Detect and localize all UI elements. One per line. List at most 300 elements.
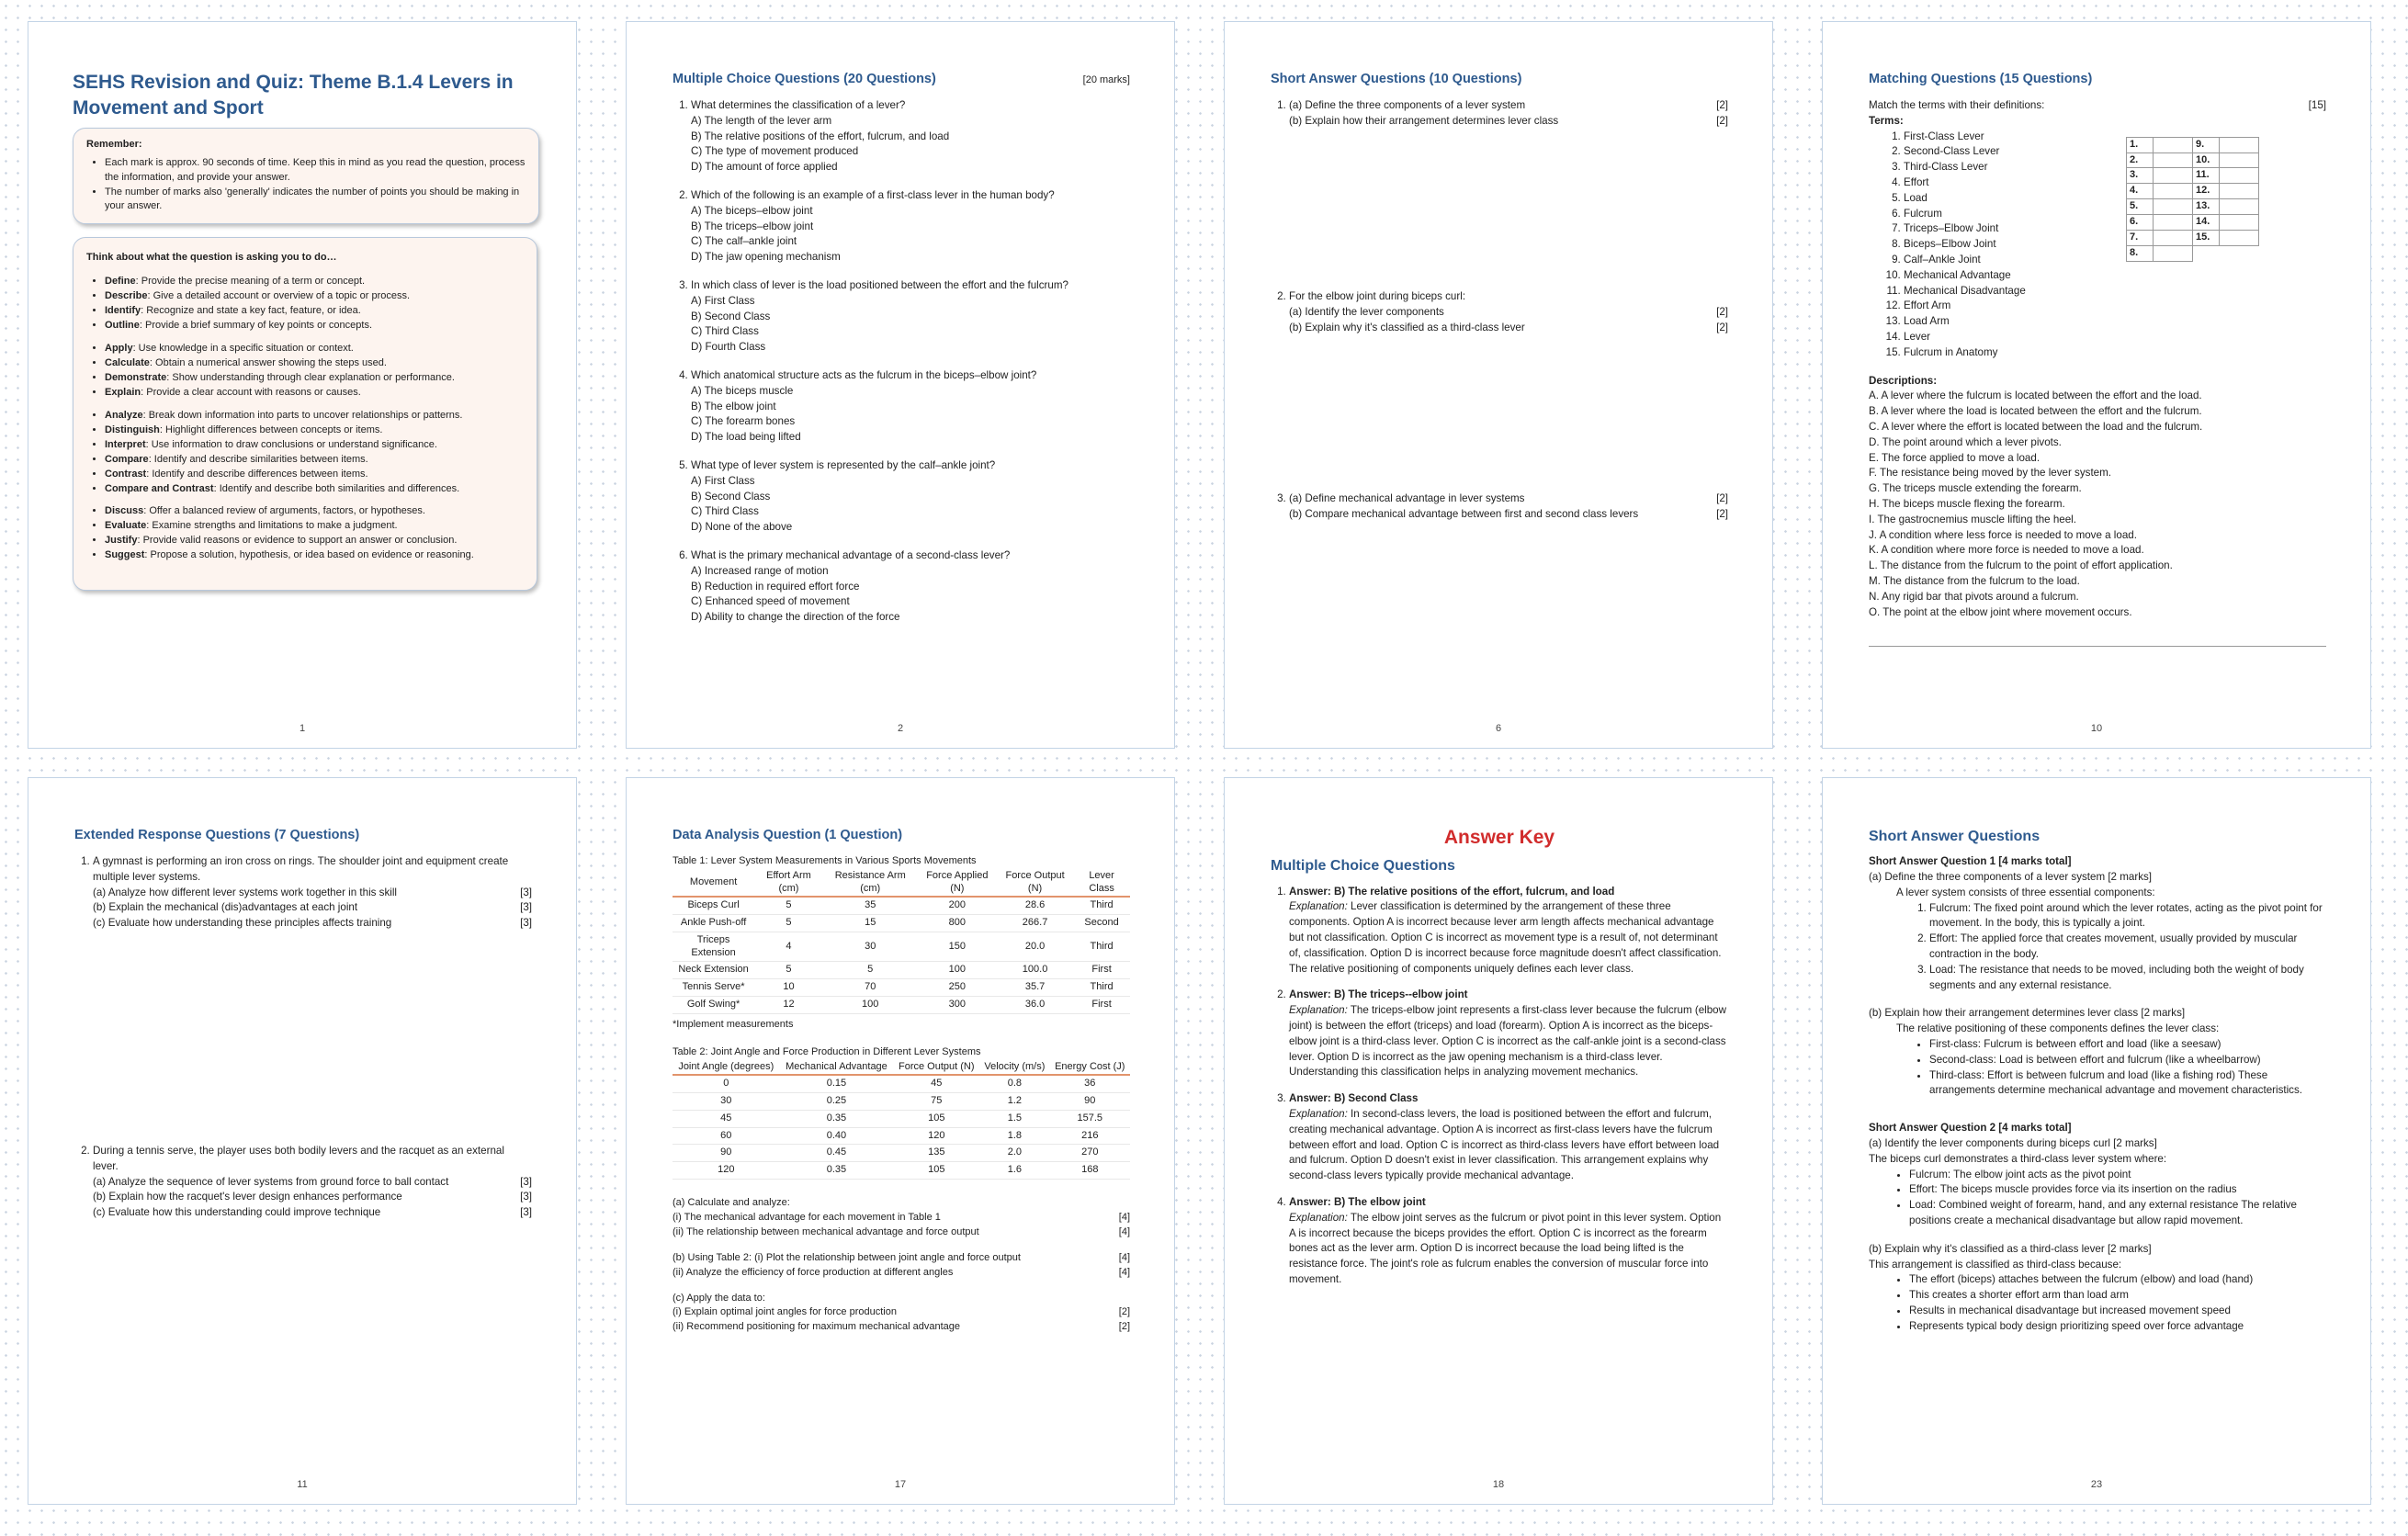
- mcq-option: B) Second Class: [691, 490, 771, 503]
- extended-stem: 1. A gymnast is performing an iron cross on rings. The shoulder joint and equipment create multiple lever systems.: [93, 855, 509, 883]
- grid-number: 7.: [2127, 231, 2154, 246]
- table2-cell: 45: [893, 1075, 979, 1092]
- table2-header: Joint Angle (degrees): [673, 1060, 780, 1076]
- command-term: Evaluate: [105, 520, 147, 532]
- q2a-text: (a) Identify the lever components: [1289, 305, 1444, 318]
- explanation-label: Explanation:: [1289, 1004, 1348, 1017]
- page-18: [1224, 777, 1773, 1505]
- page-23: [1822, 777, 2371, 1505]
- analysis-item-text: (ii) Recommend positioning for maximum mechanical advantage: [673, 1321, 961, 1333]
- sa2a-intro: The biceps curl demonstrates a third-class lever system where:: [1869, 1152, 2167, 1165]
- grid-number: 2.: [2127, 152, 2154, 168]
- matching-term: 10. Mechanical Advantage: [1904, 268, 2326, 284]
- command-term: Compare: [105, 453, 149, 465]
- analysis-part: [673, 1251, 1130, 1281]
- command-term-item: [105, 386, 524, 401]
- command-term-desc: : Offer a balanced review of arguments, factors, or hypotheses.: [143, 505, 425, 517]
- answer-grid: [2126, 137, 2259, 263]
- mcq-option: C) Enhanced speed of movement: [691, 595, 850, 608]
- grid-answer-cell: [2220, 215, 2259, 231]
- table2-row: [673, 1093, 1130, 1111]
- table1-header: Lever Class: [1073, 869, 1130, 898]
- short-answer-q2: [1289, 289, 1728, 491]
- analysis-item-text: (ii) The relationship between mechanical advantage and force output: [673, 1225, 979, 1237]
- answer-explanation: [1289, 1003, 1728, 1080]
- table-1: [673, 869, 1130, 1014]
- mcq-question-text: 6. What is the primary mechanical advantage of a second-class lever?: [691, 548, 1011, 561]
- mcq-question-text: 4. Which anatomical structure acts as the fulcrum in the biceps–elbow joint?: [691, 368, 1037, 381]
- table2-header: Force Output (N): [893, 1060, 979, 1076]
- answer-key-list: [1271, 885, 1728, 1288]
- grid-answer-cell: [2220, 137, 2259, 152]
- table1-cell: 4: [754, 932, 823, 962]
- command-term-item: [105, 289, 524, 304]
- matching-term: 3. Third-Class Lever: [1904, 160, 2326, 175]
- sa1a-list: [1869, 901, 2330, 994]
- mcq-option: A) Increased range of motion: [691, 564, 829, 577]
- table2-cell: 36: [1050, 1075, 1130, 1092]
- matching-description: I. The gastrocnemius muscle lifting the heel.: [1869, 513, 2076, 525]
- grid-number: 12.: [2193, 184, 2220, 199]
- biceps-component-item: • Effort: The biceps muscle provides force via its insertion on the radius: [1909, 1182, 2330, 1198]
- table1-header: Force Output (N): [997, 869, 1073, 898]
- analysis-item-marks: [4]: [1118, 1225, 1130, 1237]
- grid-number: 4.: [2127, 184, 2154, 199]
- mcq-option: D) The amount of force applied: [691, 161, 838, 174]
- table1-cell: Third: [1073, 897, 1130, 914]
- grid-number: 15.: [2193, 231, 2220, 246]
- table2-cell: 120: [893, 1127, 979, 1145]
- table1-cell: Third: [1073, 979, 1130, 997]
- extended-stem: 2. During a tennis serve, the player uses both bodily levers and the racquet as an external lever.: [93, 1145, 504, 1172]
- command-term-desc: : Propose a solution, hypothesis, or idea based on evidence or reasoning.: [144, 549, 474, 561]
- command-term-item: [105, 438, 524, 453]
- page-10: [1822, 21, 2371, 749]
- mcq-option: A) The biceps–elbow joint: [691, 204, 813, 217]
- answer-explanation: [1289, 899, 1728, 977]
- page-number: 23: [2090, 1479, 2103, 1491]
- matching-term: 15. Fulcrum in Anatomy: [1904, 345, 2326, 361]
- command-term-group: [86, 342, 524, 401]
- mcq-list: [673, 98, 1130, 626]
- table2-cell: 105: [893, 1162, 979, 1180]
- extended-part-text: (a) Analyze the sequence of lever systems from ground force to ball contact: [93, 1175, 449, 1188]
- grid-answer-cell: [2220, 199, 2259, 215]
- answer-key-mcq-heading: Multiple Choice Questions: [1271, 858, 1455, 875]
- matching-term: 13. Load Arm: [1904, 314, 2326, 330]
- command-terms-heading: Think about what the question is asking you to do…: [86, 252, 337, 264]
- matching-term: 8. Biceps–Elbow Joint: [1904, 237, 2326, 253]
- command-terms-list: [86, 275, 524, 563]
- table1-header: Movement: [673, 869, 754, 898]
- table1-cell: 100: [918, 962, 997, 979]
- mcq-option: B) Reduction in required effort force: [691, 580, 860, 593]
- command-term-item: [105, 319, 524, 333]
- explanation-label: Explanation:: [1289, 900, 1348, 913]
- descriptions-label: Descriptions:: [1869, 374, 1938, 387]
- answer-text: 1. Answer: B) The relative positions of the effort, fulcrum, and load: [1289, 885, 1615, 898]
- command-term: Define: [105, 276, 136, 288]
- table1-cell: Third: [1073, 932, 1130, 962]
- mcq-question-text: 3. In which class of lever is the load positioned between the effort and the fulcrum?: [691, 278, 1068, 291]
- analysis-item-text: (i) Explain optimal joint angles for force production: [673, 1306, 897, 1318]
- command-term-item: [105, 504, 524, 519]
- page-11: [28, 777, 577, 1505]
- table2-cell: 0.25: [780, 1093, 894, 1111]
- command-term: Describe: [105, 290, 148, 302]
- grid-number: 14.: [2193, 215, 2220, 231]
- grid-row: [2127, 184, 2259, 199]
- answer-explanation: [1289, 1107, 1728, 1184]
- answer-item: [1289, 885, 1728, 977]
- table2-cell: 90: [1050, 1093, 1130, 1111]
- mcq-marks: [20 marks]: [1082, 74, 1130, 85]
- command-term: Discuss: [105, 505, 144, 517]
- q2a-marks: [2]: [1716, 305, 1728, 318]
- table1-cell: First: [1073, 996, 1130, 1013]
- grid-number: 1.: [2127, 137, 2154, 152]
- matching-description: M. The distance from the fulcrum to the load.: [1869, 574, 2080, 587]
- mcq-option: B) The triceps–elbow joint: [691, 220, 814, 232]
- grid-answer-cell: [2220, 168, 2259, 184]
- command-term-group: [86, 504, 524, 563]
- table1-cell: Golf Swing*: [673, 996, 754, 1013]
- grid-number: 9.: [2193, 137, 2220, 152]
- table2-cell: 2.0: [979, 1145, 1049, 1162]
- command-term-item: [105, 453, 524, 468]
- matching-description: O. The point at the elbow joint where movement occurs.: [1869, 605, 2132, 618]
- matching-description: G. The triceps muscle extending the forearm.: [1869, 482, 2082, 495]
- matching-term: 5. Load: [1904, 191, 2326, 207]
- matching-term: 7. Triceps–Elbow Joint: [1904, 221, 2326, 237]
- command-term-desc: : Examine strengths and limitations to make a judgment.: [146, 520, 398, 532]
- grid-row: [2127, 152, 2259, 168]
- grid-answer-cell: [2220, 231, 2259, 246]
- command-term-desc: : Obtain a numerical answer showing the steps used.: [149, 357, 387, 368]
- table1-row: [673, 932, 1130, 962]
- mcq-heading: Multiple Choice Questions (20 Questions): [673, 72, 936, 86]
- table1-row: [673, 915, 1130, 932]
- mcq-option: D) Ability to change the direction of the force: [691, 611, 900, 624]
- lever-class-item: • Third-class: Effort is between fulcrum and load (like a fishing rod) These arrangements determine mechanical advantage and movement characteristics.: [1929, 1068, 2330, 1100]
- biceps-component-item: • Load: Combined weight of forearm, hand, and any external resistance The relative positions create a mechanical disadvantage but allow rapid movement.: [1909, 1198, 2330, 1229]
- third-class-reason-item: • Results in mechanical disadvantage but increased movement speed: [1909, 1304, 2330, 1319]
- command-term-desc: : Identify and describe similarities between items.: [148, 453, 368, 465]
- analysis-item-marks: [4]: [1118, 1266, 1130, 1278]
- remember-item: • The number of marks also 'generally' indicates the number of points you should be making in your answer.: [105, 186, 526, 215]
- matching-description: F. The resistance being moved by the lever system.: [1869, 467, 2111, 480]
- explanation-text: In second-class levers, the load is positioned between the effort and fulcrum, creating mechanical advantage. Option A is incorrect as first-class levers have the fulcrum between effort and load. Option C is incorrect as third-class levers have effort between load and fulcrum. Option D doesn't exist in lever classification. This arrangement explains why second-class levers typically provide mechanical advantage.: [1289, 1107, 1720, 1182]
- grid-number: 3.: [2127, 168, 2154, 184]
- terms-label: Terms:: [1869, 114, 1904, 127]
- extended-q2: [93, 1144, 532, 1221]
- table1-note: *Implement measurements: [673, 1018, 794, 1030]
- command-term-desc: : Show understanding through clear explanation or performance.: [166, 371, 455, 383]
- command-term-item: [105, 424, 524, 438]
- third-class-reason-item: • This creates a shorter effort arm than load arm: [1909, 1288, 2330, 1304]
- grid-answer-cell: [2220, 152, 2259, 168]
- grid-number: 11.: [2193, 168, 2220, 184]
- answer-explanation: [1289, 1211, 1728, 1288]
- component-item: 1. Fulcrum: The fixed point around which the lever rotates, acting as the pivot point for movement. In the body, this is typically a joint.: [1929, 901, 2330, 932]
- extended-part-row: [93, 1175, 532, 1191]
- matching-term: 4. Effort: [1904, 175, 2326, 191]
- data-analysis-parts: [673, 1196, 1130, 1336]
- extended-part-text: (a) Analyze how different lever systems work together in this skill: [93, 886, 397, 898]
- extended-part-text: (b) Explain the mechanical (dis)advantages at each joint: [93, 901, 358, 914]
- analysis-item-text: (i) The mechanical advantage for each movement in Table 1: [673, 1211, 941, 1223]
- mcq-question: [691, 368, 1130, 446]
- table1-cell: 10: [754, 979, 823, 997]
- command-term: Justify: [105, 535, 138, 547]
- table2-caption: Table 2: Joint Angle and Force Production in Different Lever Systems: [673, 1045, 981, 1057]
- page-1: [28, 21, 577, 749]
- q3a-marks: [2]: [1716, 492, 1728, 505]
- component-item: 3. Load: The resistance that needs to be moved, including both the weight of body segments and any external resistance.: [1929, 963, 2330, 994]
- remember-box: [73, 128, 539, 225]
- table2-cell: 270: [1050, 1145, 1130, 1162]
- command-term-item: [105, 548, 524, 563]
- mcq-option: B) The relative positions of the effort, fulcrum, and load: [691, 130, 950, 142]
- mcq-question-text: 2. Which of the following is an example of a first-class lever in the human body?: [691, 189, 1055, 201]
- mcq-option: A) The biceps muscle: [691, 384, 794, 397]
- table2-cell: 30: [673, 1093, 780, 1111]
- command-term-desc: : Identify and describe differences between items.: [146, 468, 368, 480]
- sa1b-list: [1869, 1037, 2330, 1099]
- table1-cell: 70: [823, 979, 918, 997]
- command-term: Outline: [105, 320, 140, 332]
- grid-answer-cell: [2154, 152, 2193, 168]
- table2-cell: 0.8: [979, 1075, 1049, 1092]
- analysis-part-heading: (a) Calculate and analyze:: [673, 1196, 790, 1208]
- command-term-desc: : Use knowledge in a specific situation or context.: [132, 343, 354, 355]
- table2-cell: 1.5: [979, 1110, 1049, 1127]
- table1-row: [673, 962, 1130, 979]
- command-term-item: [105, 356, 524, 371]
- command-term-group: [86, 409, 524, 497]
- matching-term: 6. Fulcrum: [1904, 207, 2326, 222]
- table2-cell: 0.45: [780, 1145, 894, 1162]
- grid-number: 10.: [2193, 152, 2220, 168]
- table1-cell: 250: [918, 979, 997, 997]
- table1-cell: Second: [1073, 915, 1130, 932]
- answer-item: [1289, 1091, 1728, 1184]
- command-term-item: [105, 371, 524, 386]
- command-term: Contrast: [105, 468, 147, 480]
- table1-cell: Tennis Serve*: [673, 979, 754, 997]
- answer-text: 3. Answer: B) Second Class: [1289, 1092, 1419, 1105]
- command-term-desc: : Recognize and state a key fact, feature, or idea.: [141, 305, 361, 317]
- matching-term: 1. First-Class Lever: [1904, 130, 2326, 145]
- page-6: [1224, 21, 1773, 749]
- page-number: 10: [2090, 723, 2103, 735]
- page-number: 11: [297, 1479, 308, 1491]
- matching-term: 14. Lever: [1904, 330, 2326, 345]
- q3a-text: 3. (a) Define mechanical advantage in lever systems: [1289, 492, 1525, 505]
- sa2-title: Short Answer Question 2 [4 marks total]: [1869, 1122, 2072, 1135]
- q1a-text: 1. (a) Define the three components of a lever system: [1289, 99, 1526, 112]
- matching-description: N. Any rigid bar that pivots around a fulcrum.: [1869, 590, 2079, 603]
- matching-term: 12. Effort Arm: [1904, 299, 2326, 314]
- explanation-text: Lever classification is determined by the arrangement of these three components. Option A is incorrect because lever arm length affects mechanical advantage but not classification. Option C is incorrect as movement type is a result of, not determinant of, classification. Option D is incorrect because force magnitude doesn't affect classification. The relative positioning of components uniquely defines each lever class.: [1289, 900, 1722, 975]
- extended-part-marks: [3]: [520, 886, 532, 898]
- mcq-option: C) The forearm bones: [691, 415, 796, 428]
- answer-key-title: Answer Key: [1443, 827, 1555, 848]
- table1-cell: 5: [754, 915, 823, 932]
- short-answer-q1: [1289, 98, 1728, 289]
- page-2: [626, 21, 1175, 749]
- mcq-option: A) First Class: [691, 474, 755, 487]
- mcq-question: [691, 278, 1130, 356]
- q1b-text: (b) Explain how their arrangement determines lever class: [1289, 114, 1559, 127]
- answer-text: 4. Answer: B) The elbow joint: [1289, 1195, 1426, 1208]
- extended-part-row: [93, 886, 532, 901]
- extended-response-list: [74, 854, 532, 1221]
- sa1b-prompt: (b) Explain how their arrangement determines lever class [2 marks]: [1869, 1007, 2186, 1020]
- extended-part-marks: [3]: [520, 1175, 532, 1188]
- table1-cell: 36.0: [997, 996, 1073, 1013]
- table1-cell: Triceps Extension: [673, 932, 754, 962]
- matching-term: 11. Mechanical Disadvantage: [1904, 284, 2326, 299]
- command-term-desc: : Provide valid reasons or evidence to support an answer or conclusion.: [137, 535, 458, 547]
- sa1a-intro: A lever system consists of three essential components:: [1896, 886, 2155, 898]
- table2-cell: 45: [673, 1110, 780, 1127]
- analysis-item-marks: [2]: [1118, 1321, 1130, 1333]
- q2-stem: 2. For the elbow joint during biceps curl:: [1289, 290, 1466, 303]
- sa2a-list: [1869, 1168, 2330, 1229]
- descriptions-list: [1869, 389, 2326, 620]
- analysis-item-row: [673, 1211, 1130, 1225]
- explanation-label: Explanation:: [1289, 1107, 1348, 1120]
- table1-cell: 266.7: [997, 915, 1073, 932]
- document-title: SEHS Revision and Quiz: Theme B.1.4 Levers in Movement and Sport: [73, 72, 514, 119]
- extended-part-text: (c) Evaluate how understanding these principles affects training: [93, 917, 392, 930]
- mcq-option: C) The calf–ankle joint: [691, 235, 797, 248]
- command-term-desc: : Identify and describe both similarities and differences.: [213, 482, 460, 494]
- table1-cell: 100.0: [997, 962, 1073, 979]
- table2-cell: 157.5: [1050, 1110, 1130, 1127]
- q3b-text: (b) Compare mechanical advantage between first and second class levers: [1289, 507, 1639, 520]
- mcq-question-text: 1. What determines the classification of a lever?: [691, 99, 906, 112]
- matching-description: J. A condition where less force is needed to move a load.: [1869, 528, 2137, 541]
- extended-response-heading: Extended Response Questions (7 Questions): [74, 828, 360, 842]
- command-term-item: [105, 534, 524, 548]
- mcq-question-text: 5. What type of lever system is represented by the calf–ankle joint?: [691, 458, 996, 471]
- table2-cell: 1.8: [979, 1127, 1049, 1145]
- sa1-title: Short Answer Question 1 [4 marks total]: [1869, 855, 2072, 868]
- data-analysis-heading: Data Analysis Question (1 Question): [673, 828, 903, 842]
- command-term: Suggest: [105, 549, 145, 561]
- matching-description: E. The force applied to move a load.: [1869, 451, 2041, 464]
- table2-row: [673, 1075, 1130, 1092]
- sa2b-list: [1869, 1272, 2330, 1334]
- table1-header: Resistance Arm (cm): [823, 869, 918, 898]
- matching-instruction: Match the terms with their definitions:: [1869, 99, 2045, 112]
- command-term-item: [105, 304, 524, 319]
- mcq-option: C) Third Class: [691, 505, 759, 518]
- grid-row: [2127, 168, 2259, 184]
- table2-row: [673, 1145, 1130, 1162]
- table2-cell: 120: [673, 1162, 780, 1180]
- remember-heading: Remember:: [86, 138, 142, 150]
- mcq-option: C) The type of movement produced: [691, 145, 859, 158]
- mcq-question: [691, 98, 1130, 175]
- table2-cell: 0.40: [780, 1127, 894, 1145]
- table2-cell: 105: [893, 1110, 979, 1127]
- mcq-option: D) None of the above: [691, 521, 793, 534]
- table1-row: [673, 897, 1130, 914]
- table1-cell: Neck Extension: [673, 962, 754, 979]
- q2b-marks: [2]: [1716, 321, 1728, 333]
- table1-cell: 800: [918, 915, 997, 932]
- grid-number: 6.: [2127, 215, 2154, 231]
- q1b-marks: [2]: [1716, 114, 1728, 127]
- matching-description: L. The distance from the fulcrum to the point of effort application.: [1869, 559, 2173, 572]
- command-term: Compare and Contrast: [105, 482, 214, 494]
- answer-item: [1289, 988, 1728, 1080]
- table2-cell: 0: [673, 1075, 780, 1092]
- grid-row: [2127, 215, 2259, 231]
- table1-header: Effort Arm (cm): [754, 869, 823, 898]
- command-terms-box: [73, 237, 537, 591]
- command-term: Distinguish: [105, 424, 160, 435]
- grid-answer-cell: [2154, 184, 2193, 199]
- extended-part-text: (b) Explain how the racquet's lever design enhances performance: [93, 1191, 402, 1203]
- table2-cell: 75: [893, 1093, 979, 1111]
- sa2b-intro: This arrangement is classified as third-class because:: [1869, 1258, 2122, 1271]
- table1-cell: Biceps Curl: [673, 897, 754, 914]
- analysis-part: [673, 1292, 1130, 1336]
- grid-answer-cell: [2154, 137, 2193, 152]
- q1a-marks: [2]: [1716, 99, 1728, 112]
- analysis-item-text: (ii) Analyze the efficiency of force production at different angles: [673, 1266, 954, 1278]
- matching-description: H. The biceps muscle flexing the forearm.: [1869, 497, 2065, 510]
- mcq-question: [691, 548, 1130, 626]
- matching-marks: [15]: [2308, 99, 2326, 112]
- table1-cell: 35.7: [997, 979, 1073, 997]
- sa2b-prompt: (b) Explain why it's classified as a third-class lever [2 marks]: [1869, 1242, 2152, 1255]
- table1-cell: Ankle Push-off: [673, 915, 754, 932]
- matching-description: D. The point around which a lever pivots.: [1869, 435, 2062, 448]
- command-term-desc: : Give a detailed account or overview of a topic or process.: [147, 290, 411, 302]
- analysis-item-row: [673, 1251, 1130, 1266]
- table2-row: [673, 1127, 1130, 1145]
- grid-number: 8.: [2127, 246, 2154, 262]
- table1-cell: First: [1073, 962, 1130, 979]
- grid-answer-cell: [2154, 199, 2193, 215]
- mcq-option: B) Second Class: [691, 310, 771, 322]
- page-number: 18: [1492, 1479, 1505, 1491]
- table1-cell: 100: [823, 996, 918, 1013]
- matching-description: K. A condition where more force is needed to move a load.: [1869, 544, 2144, 557]
- table1-cell: 300: [918, 996, 997, 1013]
- table1-row: [673, 979, 1130, 997]
- answer-item: [1289, 1195, 1728, 1288]
- sa1b-intro: The relative positioning of these components defines the lever class:: [1896, 1022, 2220, 1035]
- table-2: [673, 1060, 1130, 1180]
- table2-cell: 0.15: [780, 1075, 894, 1092]
- grid-answer-cell: [2154, 246, 2193, 262]
- page-17: [626, 777, 1175, 1505]
- component-item: 2. Effort: The applied force that creates movement, usually provided by muscular contraction in the body.: [1929, 932, 2330, 963]
- extended-part-row: [93, 1205, 532, 1221]
- extended-part-text: (c) Evaluate how this understanding could improve technique: [93, 1206, 381, 1219]
- short-answer-heading: Short Answer Questions (10 Questions): [1271, 72, 1522, 86]
- grid-row: [2127, 246, 2259, 262]
- extended-part-marks: [3]: [520, 917, 532, 930]
- table2-cell: 216: [1050, 1127, 1130, 1145]
- third-class-reason-item: • The effort (biceps) attaches between the fulcrum (elbow) and load (hand): [1909, 1272, 2330, 1288]
